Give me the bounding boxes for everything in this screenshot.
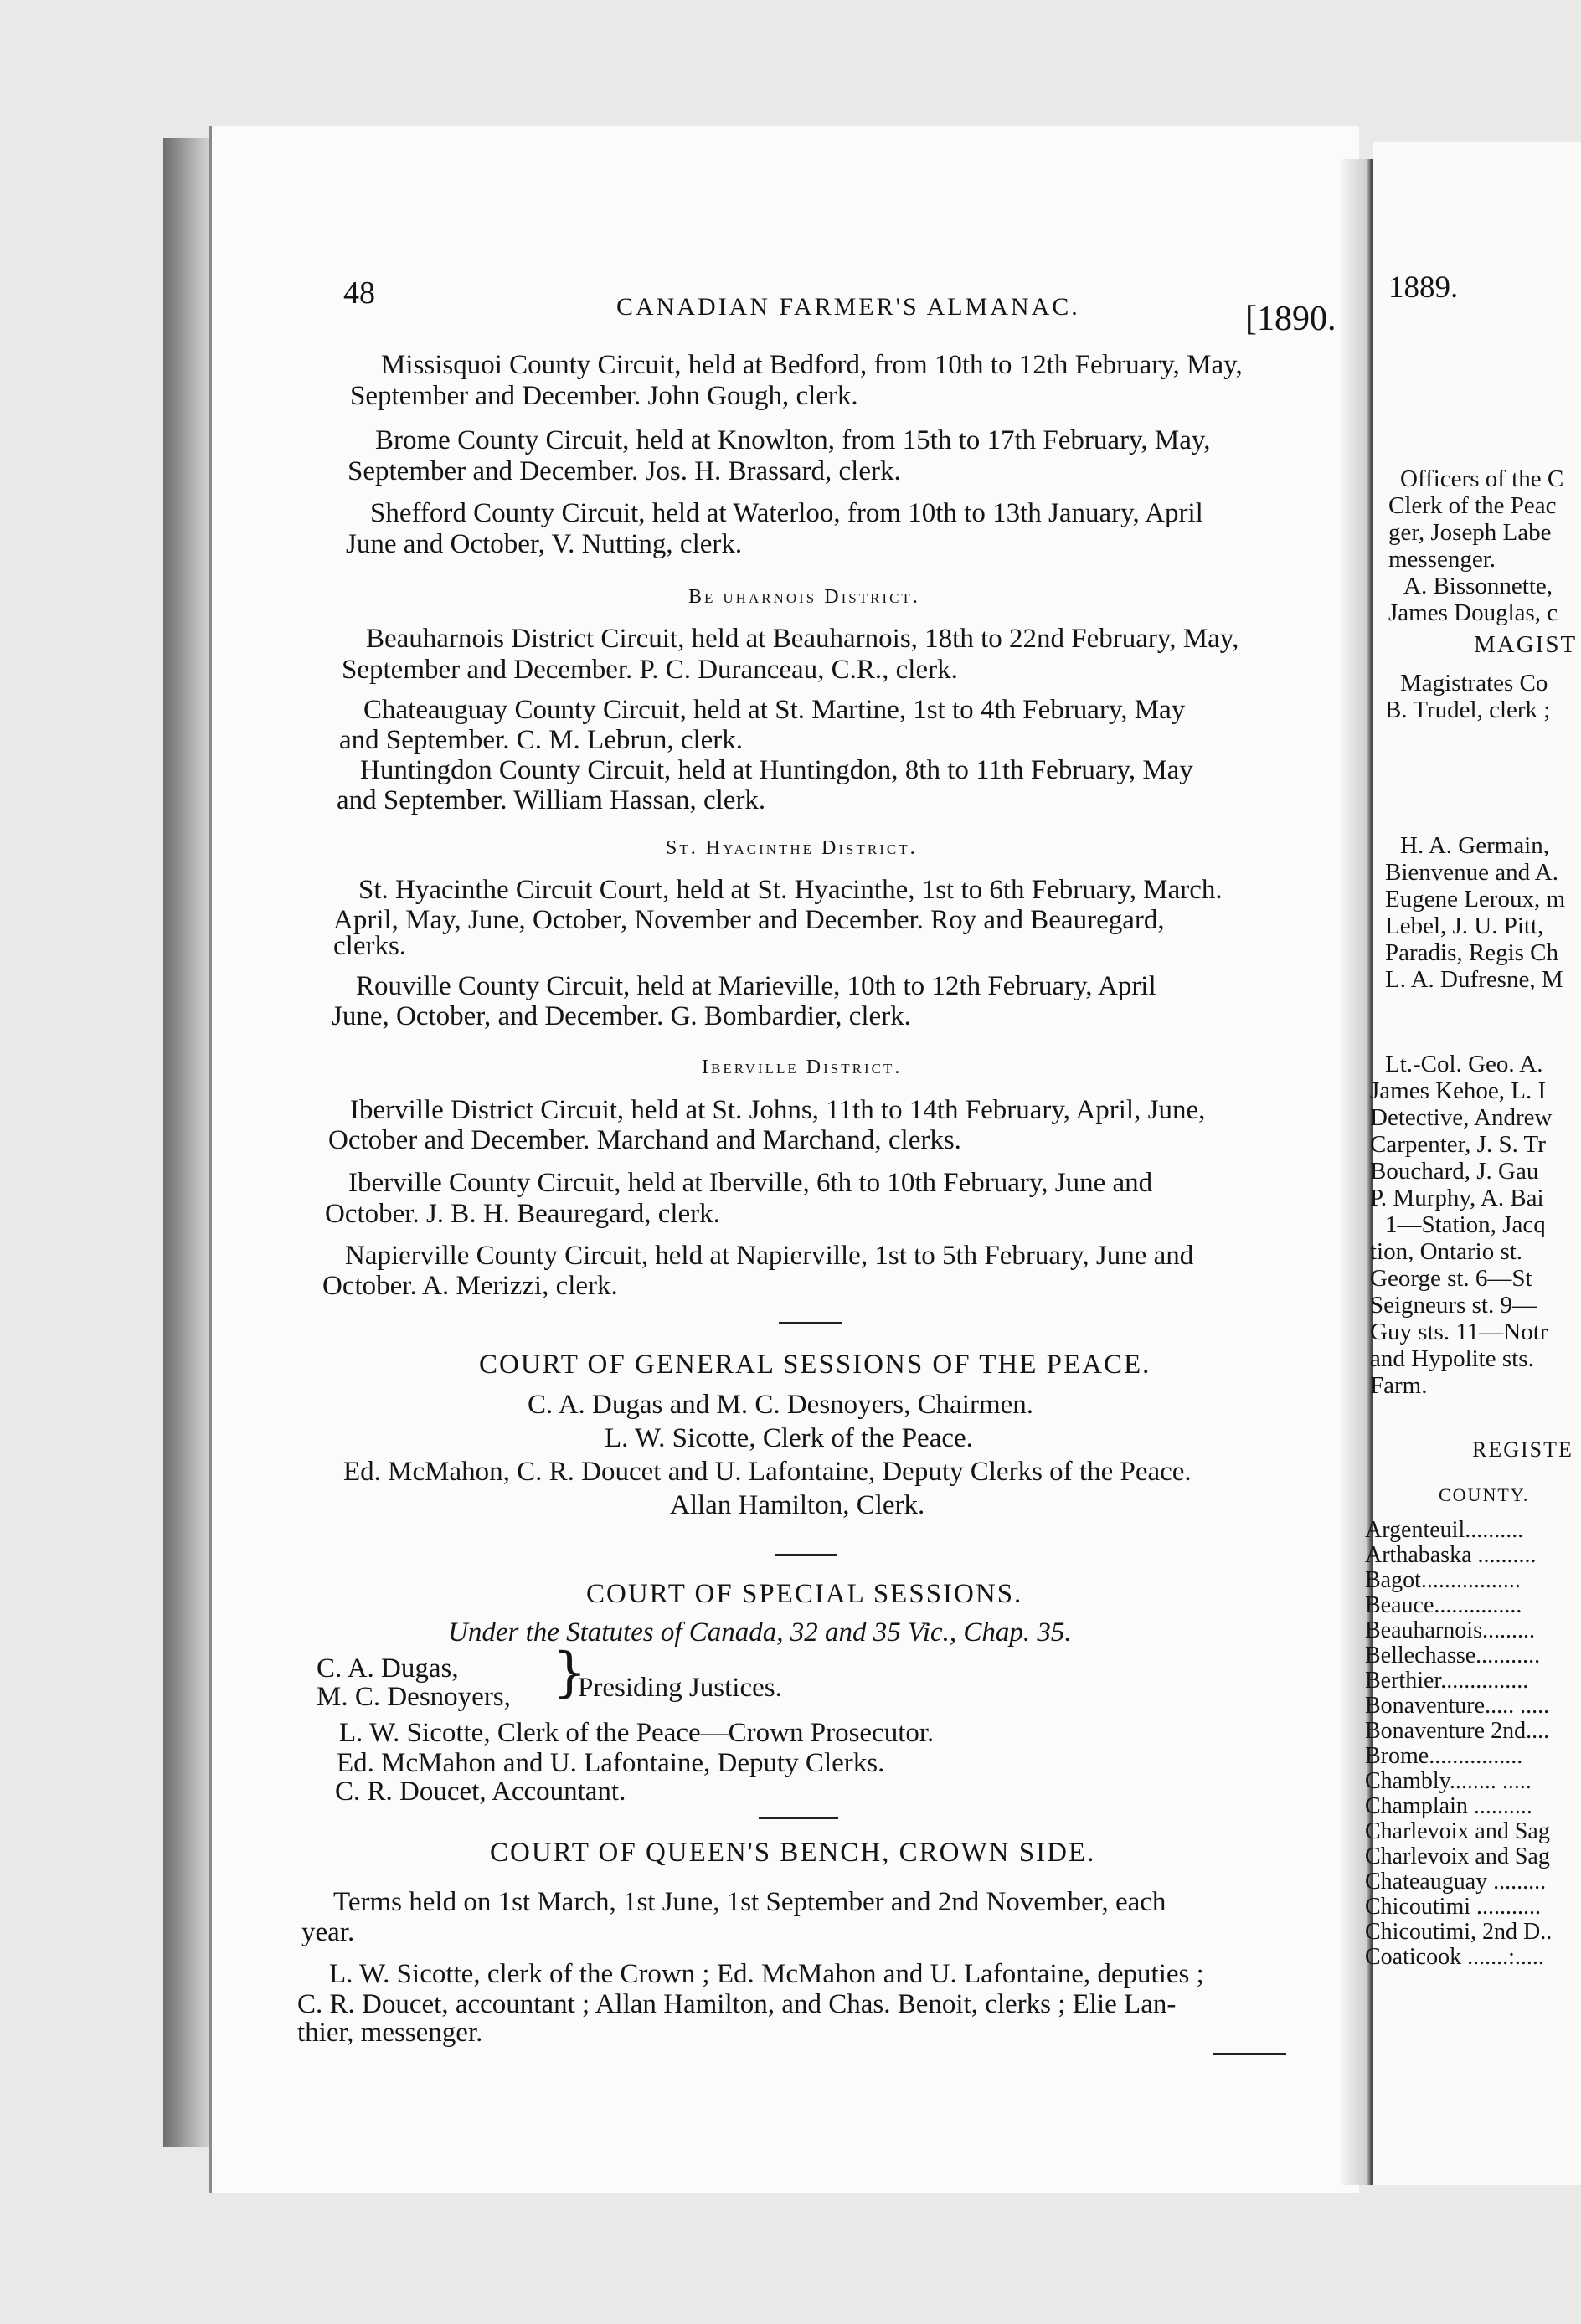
county-item: Argenteuil..........	[1365, 1517, 1524, 1543]
officer-line: thier, messenger.	[297, 2018, 483, 2048]
right-line: James Kehoe, L. I	[1370, 1077, 1547, 1104]
right-line: Bouchard, J. Gau	[1370, 1158, 1539, 1185]
para-line: Rouville County Circuit, held at Marieville, 10th to 12th February, April	[356, 971, 1156, 1001]
right-line: B. Trudel, clerk ;	[1385, 697, 1551, 723]
county-item: Bonaventure 2nd....	[1365, 1718, 1550, 1744]
county-item: Beauharnois.........	[1365, 1617, 1535, 1643]
county-item: Chicoutimi, 2nd D..	[1365, 1919, 1553, 1945]
right-line: H. A. Germain,	[1400, 832, 1549, 859]
running-head: CANADIAN FARMER'S ALMANAC.	[616, 293, 1080, 321]
officer-line: Ed. McMahon and U. Lafontaine, Deputy Clerks.	[337, 1748, 885, 1778]
district-heading: St. Hyacinthe District.	[666, 837, 918, 859]
county-item: Chambly........ .....	[1365, 1768, 1532, 1794]
right-line: Detective, Andrew	[1370, 1104, 1553, 1131]
right-line: 1—Station, Jacq	[1385, 1211, 1546, 1238]
para-line: Chateauguay County Circuit, held at St. Martine, 1st to 4th February, May	[363, 695, 1186, 725]
justice-name: M. C. Desnoyers,	[317, 1682, 511, 1712]
para-line: October. A. Merizzi, clerk.	[322, 1271, 618, 1301]
county-item: Arthabaska ..........	[1365, 1542, 1537, 1568]
para-line: October. J. B. H. Beauregard, clerk.	[325, 1199, 720, 1229]
county-item: Bonaventure..... .....	[1365, 1693, 1550, 1719]
presiding-label: Presiding Justices.	[578, 1673, 782, 1703]
right-line: George st. 6—St	[1370, 1265, 1532, 1292]
para-line: Napierville County Circuit, held at Napierville, 1st to 5th February, June and	[345, 1241, 1194, 1271]
justice-name: C. A. Dugas,	[317, 1653, 459, 1684]
para-line: June, October, and December. G. Bombardier, clerk.	[332, 1001, 911, 1031]
right-line: Bienvenue and A.	[1385, 859, 1558, 886]
terms-line: year.	[301, 1917, 355, 1947]
para-line: clerks.	[333, 931, 407, 961]
right-line: Seigneurs st. 9—	[1370, 1292, 1537, 1319]
right-line: Lt.-Col. Geo. A.	[1385, 1051, 1543, 1077]
right-heading: MAGIST	[1474, 631, 1578, 658]
para-line: June and October, V. Nutting, clerk.	[346, 529, 743, 559]
brace-icon: }	[553, 1642, 587, 1704]
terms-line: Terms held on 1st March, 1st June, 1st September and 2nd November, each	[333, 1887, 1166, 1917]
right-line: James Douglas, c	[1388, 599, 1558, 626]
right-line: Officers of the C	[1400, 465, 1564, 492]
district-heading: Be uharnois District.	[688, 586, 920, 608]
county-item: Beauce...............	[1365, 1592, 1522, 1618]
county-item: Bellechasse...........	[1365, 1643, 1541, 1668]
para-line: Huntingdon County Circuit, held at Huntingdon, 8th to 11th February, May	[360, 755, 1193, 785]
page-number: 48	[343, 275, 375, 311]
right-line: Carpenter, J. S. Tr	[1370, 1131, 1546, 1158]
section-rule	[779, 1322, 842, 1324]
officer-line: L. W. Sicotte, Clerk of the Peace.	[605, 1423, 973, 1453]
section-title: COURT OF SPECIAL SESSIONS.	[586, 1579, 1023, 1609]
officer-line: C. R. Doucet, Accountant.	[335, 1776, 626, 1807]
right-line: L. A. Dufresne, M	[1385, 966, 1563, 993]
county-item: Bagot.................	[1365, 1567, 1521, 1593]
right-heading: REGISTE	[1472, 1437, 1573, 1462]
officer-line: C. R. Doucet, accountant ; Allan Hamilton, and Chas. Benoit, clerks ; Elie Lan-	[297, 1989, 1177, 2019]
para-line: St. Hyacinthe Circuit Court, held at St. Hyacinthe, 1st to 6th February, March.	[358, 875, 1223, 905]
officer-line: Ed. McMahon, C. R. Doucet and U. Lafontaine, Deputy Clerks of the Peace.	[343, 1457, 1192, 1487]
officer-line: L. W. Sicotte, clerk of the Crown ; Ed. McMahon and U. Lafontaine, deputies ;	[329, 1959, 1204, 1989]
section-title: COURT OF GENERAL SESSIONS OF THE PEACE.	[479, 1350, 1151, 1380]
para-line: April, May, June, October, November and December. Roy and Beauregard,	[333, 905, 1165, 935]
right-line: messenger.	[1388, 546, 1496, 573]
para-line: Missisquoi County Circuit, held at Bedford, from 10th to 12th February, May,	[381, 350, 1243, 380]
county-heading: COUNTY.	[1439, 1484, 1530, 1505]
county-item: Berthier...............	[1365, 1668, 1529, 1694]
right-year-mark: 1889.	[1388, 270, 1459, 305]
para-line: and September. William Hassan, clerk.	[337, 785, 766, 815]
right-line: Guy sts. 11—Notr	[1370, 1319, 1548, 1345]
officer-line: Allan Hamilton, Clerk.	[670, 1490, 925, 1520]
para-line: September and December. John Gough, clerk.	[350, 381, 858, 411]
para-line: Iberville District Circuit, held at St. Johns, 11th to 14th February, April, June,	[350, 1095, 1206, 1125]
right-line: ger, Joseph Labe	[1388, 519, 1552, 546]
right-line: Clerk of the Peac	[1388, 492, 1557, 519]
right-line: Lebel, J. U. Pitt,	[1385, 913, 1544, 939]
right-line: Farm.	[1370, 1372, 1428, 1399]
county-item: Brome................	[1365, 1743, 1523, 1769]
section-rule	[775, 1554, 837, 1556]
county-item: Charlevoix and Sag	[1365, 1843, 1550, 1869]
para-line: Shefford County Circuit, held at Waterloo, from 10th to 13th January, April	[370, 498, 1203, 528]
section-title: COURT OF QUEEN'S BENCH, CROWN SIDE.	[490, 1838, 1096, 1868]
right-line: Paradis, Regis Ch	[1385, 939, 1559, 966]
para-line: and September. C. M. Lebrun, clerk.	[339, 725, 744, 755]
officer-line: C. A. Dugas and M. C. Desnoyers, Chairmen.	[528, 1390, 1034, 1420]
statute-subtitle: Under the Statutes of Canada, 32 and 35 Vic., Chap. 35.	[448, 1617, 1072, 1648]
right-line: P. Murphy, A. Bai	[1370, 1185, 1544, 1211]
county-item: Charlevoix and Sag	[1365, 1818, 1550, 1844]
county-item: Chicoutimi ...........	[1365, 1894, 1541, 1920]
district-heading: Iberville District.	[702, 1057, 903, 1078]
section-rule	[759, 1817, 838, 1819]
para-line: September and December. Jos. H. Brassard, clerk.	[348, 456, 901, 486]
para-line: Iberville County Circuit, held at Iberville, 6th to 10th February, June and	[348, 1168, 1153, 1198]
para-line: Beauharnois District Circuit, held at Beauharnois, 18th to 22nd February, May,	[366, 624, 1239, 654]
year-mark: [1890.	[1245, 300, 1336, 338]
county-item: Champlain ..........	[1365, 1793, 1532, 1819]
para-line: September and December. P. C. Duranceau, C.R., clerk.	[342, 655, 958, 685]
right-line: A. Bissonnette,	[1403, 573, 1553, 599]
right-line: tion, Ontario st.	[1370, 1238, 1523, 1265]
right-line: and Hypolite sts.	[1370, 1345, 1534, 1372]
right-page-text	[1348, 0, 1581, 2324]
officer-line: L. W. Sicotte, Clerk of the Peace—Crown Prosecutor.	[339, 1718, 935, 1748]
para-line: Brome County Circuit, held at Knowlton, from 15th to 17th February, May,	[375, 425, 1211, 455]
county-item: Chateauguay .........	[1365, 1869, 1547, 1895]
right-line: Magistrates Co	[1400, 670, 1548, 697]
right-line: Eugene Leroux, m	[1385, 886, 1566, 913]
county-item: Coaticook .......:.....	[1365, 1944, 1544, 1970]
page-end-rule	[1213, 2053, 1286, 2055]
para-line: October and December. Marchand and Marchand, clerks.	[328, 1125, 961, 1155]
